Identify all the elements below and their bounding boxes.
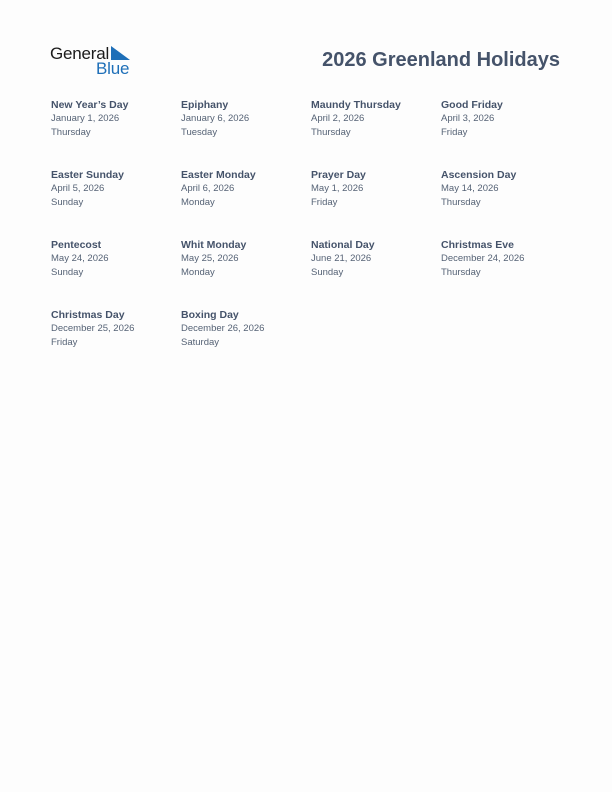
- holiday-weekday: Tuesday: [181, 126, 218, 138]
- holiday-grid: [51, 98, 571, 378]
- holiday-name: Epiphany: [181, 99, 229, 111]
- holiday-date: May 1, 2026: [311, 183, 364, 194]
- holiday-weekday: Sunday: [311, 266, 344, 278]
- holiday-date: April 5, 2026: [51, 183, 105, 194]
- holiday-name: Christmas Day: [51, 309, 125, 321]
- logo-text-blue: Blue: [96, 59, 130, 78]
- holiday-item: [181, 98, 311, 168]
- holiday-date: December 26, 2026: [181, 323, 265, 334]
- holiday-name: Christmas Eve: [441, 239, 514, 251]
- holiday-weekday: Monday: [181, 266, 215, 278]
- holiday-date: May 24, 2026: [51, 253, 109, 264]
- holiday-weekday: Friday: [51, 336, 78, 348]
- holiday-weekday: Thursday: [441, 266, 481, 278]
- logo-triangle-icon: [111, 46, 130, 60]
- holiday-weekday: Thursday: [441, 196, 481, 208]
- holiday-weekday: Monday: [181, 196, 215, 208]
- holiday-name: Easter Monday: [181, 169, 256, 181]
- logo-text-general: General: [50, 44, 110, 63]
- holiday-item: [181, 168, 311, 238]
- holiday-weekday: Thursday: [311, 126, 351, 138]
- holiday-weekday: Friday: [441, 126, 468, 138]
- holiday-item: [441, 168, 571, 238]
- holiday-weekday: Thursday: [51, 126, 91, 138]
- page-title: 2026 Greenland Holidays: [322, 49, 560, 71]
- holiday-item: [51, 238, 181, 308]
- holiday-item: [311, 238, 441, 308]
- holiday-name: National Day: [311, 239, 375, 251]
- holiday-name: Good Friday: [441, 99, 503, 111]
- holiday-date: June 21, 2026: [311, 253, 372, 264]
- holiday-date: December 25, 2026: [51, 323, 135, 334]
- holiday-name: Easter Sunday: [51, 169, 124, 181]
- holiday-name: New Year’s Day: [51, 99, 129, 111]
- holiday-item: [181, 238, 311, 308]
- holiday-date: January 1, 2026: [51, 113, 120, 124]
- holiday-item: [51, 168, 181, 238]
- holiday-weekday: Sunday: [51, 196, 84, 208]
- holiday-name: Ascension Day: [441, 169, 517, 181]
- holiday-name: Whit Monday: [181, 239, 247, 251]
- holiday-date: January 6, 2026: [181, 113, 250, 124]
- holiday-item: [441, 238, 571, 308]
- holiday-name: Maundy Thursday: [311, 99, 401, 111]
- holiday-date: May 25, 2026: [181, 253, 239, 264]
- holiday-date: December 24, 2026: [441, 253, 525, 264]
- holiday-date: April 3, 2026: [441, 113, 495, 124]
- holiday-name: Prayer Day: [311, 169, 366, 181]
- holiday-item: [51, 308, 181, 378]
- holiday-weekday: Sunday: [51, 266, 84, 278]
- holiday-item: [181, 308, 311, 378]
- holiday-name: Boxing Day: [181, 309, 239, 321]
- holiday-item: [311, 98, 441, 168]
- holiday-date: April 6, 2026: [181, 183, 235, 194]
- holiday-item: [441, 98, 571, 168]
- holiday-item: [51, 98, 181, 168]
- holiday-date: May 14, 2026: [441, 183, 499, 194]
- holiday-date: April 2, 2026: [311, 113, 365, 124]
- holiday-item: [311, 168, 441, 238]
- holiday-weekday: Friday: [311, 196, 338, 208]
- holiday-weekday: Saturday: [181, 336, 220, 348]
- holiday-name: Pentecost: [51, 239, 102, 251]
- generalblue-logo: [50, 44, 134, 78]
